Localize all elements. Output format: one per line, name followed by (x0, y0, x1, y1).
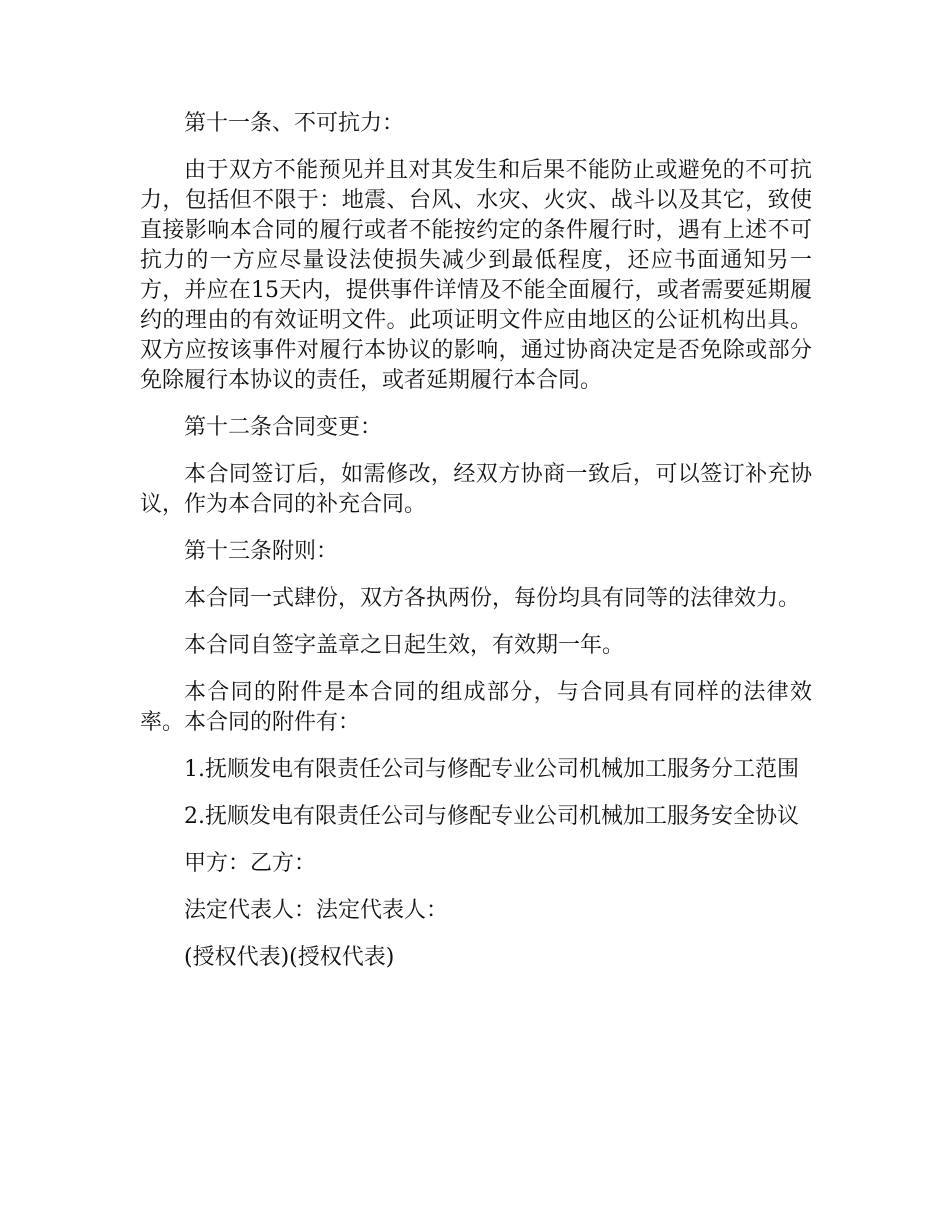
effective-clause: 本合同自签字盖章之日起生效，有效期一年。 (184, 633, 625, 658)
article-12-body: 本合同签订后，如需修改，经双方协商一致后，可以签订补充协议，作为本合同的补充合同。 (140, 462, 812, 517)
attachment-item-2: 2.抚顺发电有限责任公司与修配专业公司机械加工服务安全协议 (184, 804, 799, 829)
legal-representative-line: 法定代表人：法定代表人： (184, 898, 449, 923)
article-11-body: 由于双方不能预见并且对其发生和后果不能防止或避免的不可抗力，包括但不限于：地震、台风、水灾、火灾、战斗以及其它，致使直接影响本合同的履行或者不能按约定的条件履行时，遇有上述不可抗力的一方应尽量设法使损失减少到最低程度，还应书面通知另一方，并应在15天内，提供事件详情及不能全面履行，或者需要延期履约的理由的有效证明文件。此项证明文件应由地区的公证机构出具。双方应按该事件对履行本协议的影响，通过协商决定是否免除或部分免除履行本协议的责任，或者延期履行本合同。 (140, 158, 812, 393)
article-13-heading: 第十三条附则： (184, 539, 339, 564)
authorized-representative-line: (授权代表)(授权代表) (184, 945, 395, 970)
article-12-heading: 第十二条合同变更： (184, 415, 383, 440)
party-line: 甲方：乙方： (184, 851, 317, 876)
document-body (140, 109, 812, 990)
attachments-clause: 本合同的附件是本合同的组成部分，与合同具有同样的法律效率。本合同的附件有： (140, 680, 812, 735)
copies-clause: 本合同一式肆份，双方各执两份，每份均具有同等的法律效力。 (184, 586, 801, 611)
article-11-heading: 第十一条、不可抗力： (184, 111, 405, 136)
attachment-item-1: 1.抚顺发电有限责任公司与修配专业公司机械加工服务分工范围 (184, 757, 799, 782)
